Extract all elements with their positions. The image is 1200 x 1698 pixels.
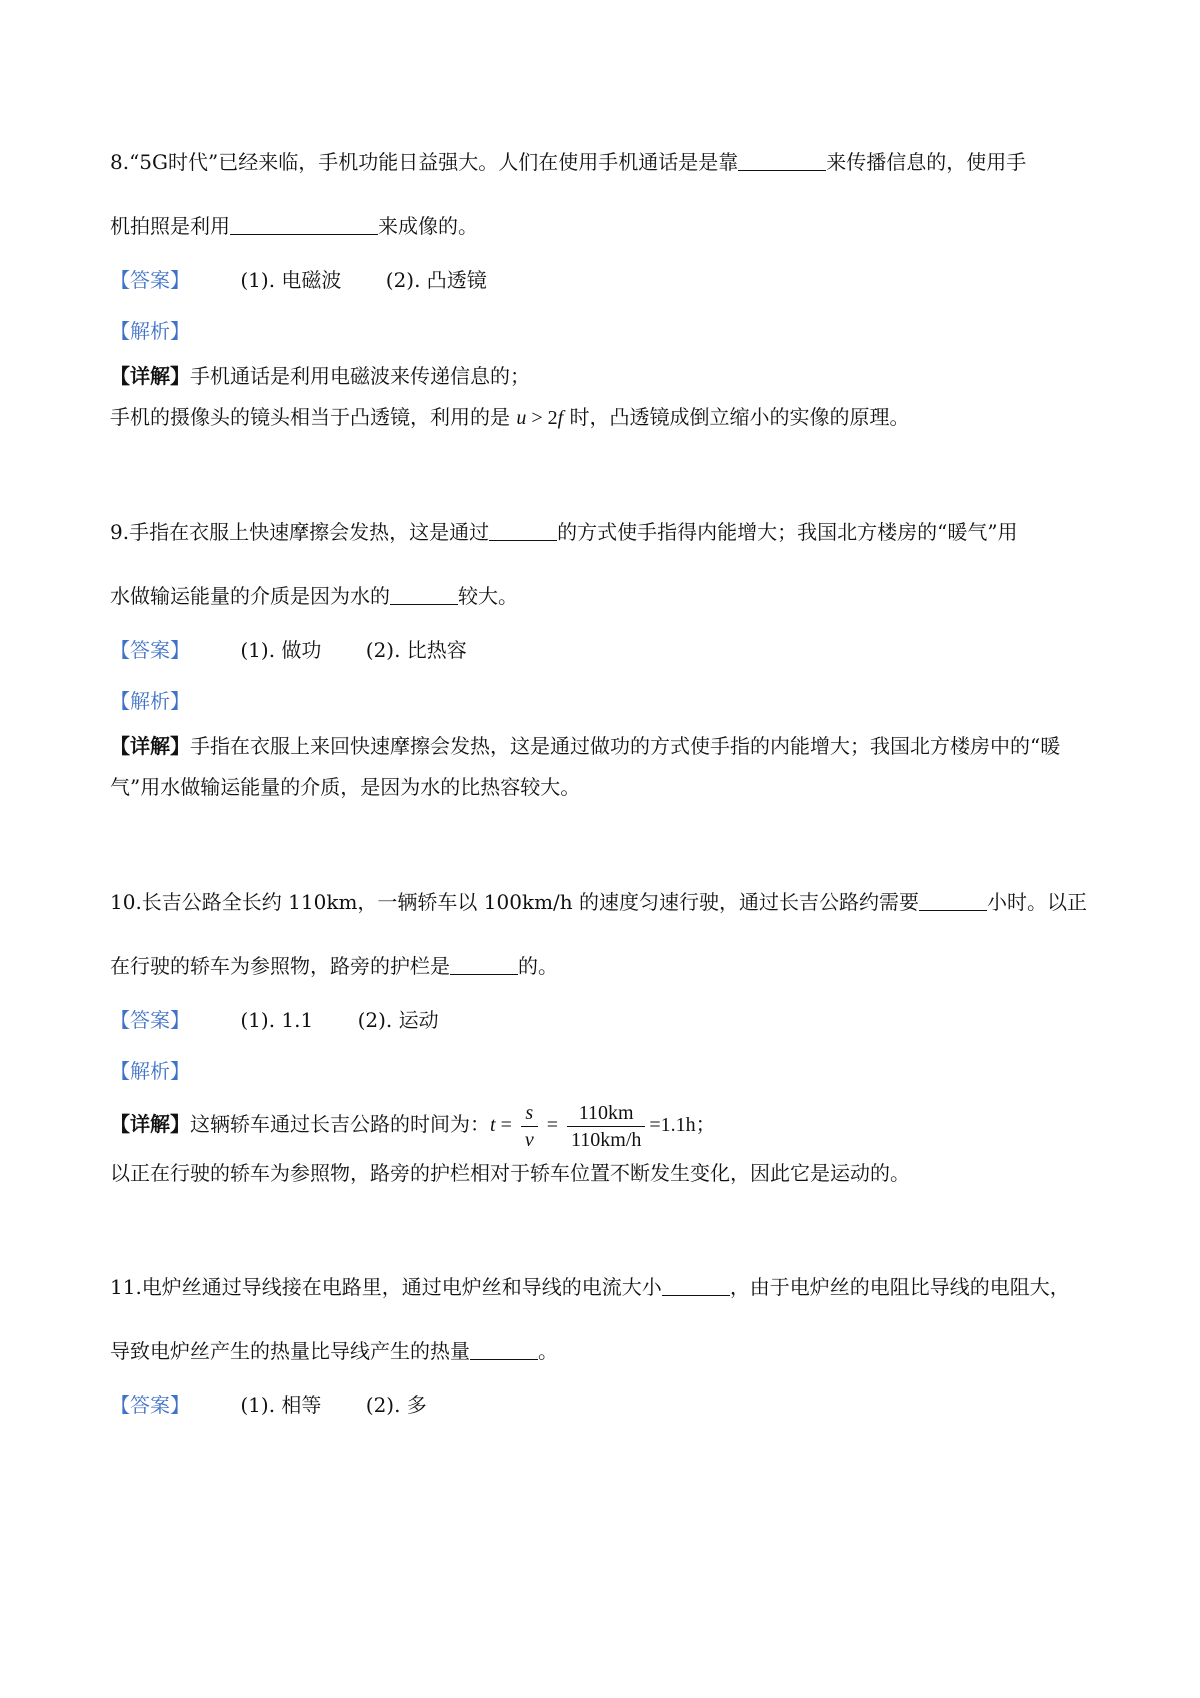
answer-blank-2: [470, 1341, 538, 1360]
answer-blank-1: [919, 892, 987, 911]
detail-text: 气”用水做输运能量的介质，是因为水的比热容较大。: [110, 775, 581, 799]
analysis-row-10: [110, 1056, 190, 1086]
detail-tag: 【详解】: [110, 364, 190, 388]
answer-2: [366, 1390, 427, 1420]
answer-tag: 【答案】: [110, 1008, 190, 1032]
fraction-numerator: s: [521, 1100, 538, 1127]
question-10-line-1: [110, 870, 1100, 934]
answer-2: [358, 1005, 439, 1035]
question-text: 9.手指在衣服上快速摩擦会发热，这是通过: [110, 520, 490, 544]
question-text: 机拍照是利用: [110, 214, 230, 238]
answer-blank-2: [450, 956, 518, 975]
answer-2-text: (2). 运动: [357, 1008, 439, 1032]
question-text: 来成像的。: [378, 214, 478, 238]
answer-row-8: [110, 265, 487, 295]
detail-9: [110, 728, 1110, 805]
detail-tag: 【详解】: [110, 734, 190, 758]
fraction-denominator: v: [524, 1128, 534, 1151]
detail-10: [110, 1094, 1110, 1191]
answer-tag: 【答案】: [110, 268, 190, 292]
question-10-line-2: [110, 934, 1100, 998]
answer-2: [366, 635, 467, 665]
analysis-row-8: [110, 316, 190, 346]
answer-blank-2: [230, 216, 378, 235]
detail-10-line-2: [110, 1155, 1110, 1191]
question-8-line-2: [110, 194, 1100, 258]
math-equals: =: [495, 1114, 517, 1136]
math-result: =1.1h；: [649, 1114, 716, 1136]
math-f: f: [557, 407, 564, 429]
detail-8-line-2: [110, 399, 1110, 436]
answer-2: [386, 265, 487, 295]
fraction-denominator: 110km/h: [571, 1128, 642, 1151]
math-equals: =: [541, 1114, 564, 1136]
question-9-line-1: [110, 500, 1100, 564]
detail-8-line-1: [110, 358, 1110, 394]
answer-tag: 【答案】: [110, 1393, 190, 1417]
answer-1: [240, 635, 321, 665]
question-text: 在行驶的轿车为参照物，路旁的护栏是: [110, 954, 450, 978]
answer-row-10: [110, 1005, 439, 1035]
detail-9-line-2: [110, 769, 1110, 805]
question-9-line-2: [110, 564, 1100, 628]
question-text: 的。: [518, 954, 558, 978]
detail-8: [110, 358, 1110, 436]
answer-blank-1: [662, 1277, 730, 1296]
analysis-row-9: [110, 686, 190, 716]
answer-2-text: (2). 凸透镜: [385, 268, 487, 292]
fraction-numerator: 110km: [567, 1100, 645, 1127]
question-text: 水做输运能量的介质是因为水的: [110, 584, 390, 608]
answer-1: [240, 265, 341, 295]
question-text: 导致电炉丝产生的热量比导线产生的热量: [110, 1339, 470, 1363]
math-gt: > 2: [526, 407, 558, 429]
question-text: 8.“5G时代”已经来临，手机功能日益强大。人们在使用手机通话是是靠: [110, 150, 739, 174]
fraction-values: [567, 1100, 645, 1153]
answer-2-text: (2). 多: [365, 1393, 427, 1417]
question-text: 。: [538, 1339, 558, 1363]
answer-blank-1: [738, 152, 826, 171]
detail-tag: 【详解】: [110, 1112, 190, 1136]
math-u: u: [516, 407, 527, 429]
detail-text: 手机的摄像头的镜头相当于凸透镜，利用的是: [110, 405, 517, 429]
detail-text: 时，凸透镜成倒立缩小的实像的原理。: [563, 405, 910, 429]
question-text: 11.电炉丝通过导线接在电路里，通过电炉丝和导线的电流大小: [110, 1275, 662, 1299]
time-formula: [490, 1101, 716, 1151]
detail-text: 手指在衣服上来回快速摩擦会发热，这是通过做功的方式使手指的内能增大；我国北方楼房中的“暖: [190, 734, 1061, 758]
answer-1: [240, 1390, 321, 1420]
answer-1-text: (1). 电磁波: [240, 268, 342, 292]
math-t: t: [490, 1114, 496, 1136]
question-11: [110, 1255, 1100, 1383]
question-10: [110, 870, 1100, 998]
detail-10-line-1: [110, 1094, 1110, 1155]
question-11-line-1: [110, 1255, 1100, 1319]
analysis-tag: 【解析】: [110, 319, 190, 343]
analysis-tag: 【解析】: [110, 1059, 190, 1083]
detail-text: 手机通话是利用电磁波来传递信息的；: [190, 364, 530, 388]
fraction-s-over-v: [521, 1100, 538, 1153]
question-text: 较大。: [458, 584, 518, 608]
question-8-line-1: [110, 130, 1100, 194]
question-text: 的方式使手指得内能增大；我国北方楼房的“暖气”用: [557, 520, 1018, 544]
detail-text: 以正在行驶的轿车为参照物，路旁的护栏相对于轿车位置不断发生变化，因此它是运动的。: [110, 1161, 910, 1185]
answer-row-9: [110, 635, 467, 665]
answer-blank-2: [390, 586, 458, 605]
detail-text: 这辆轿车通过长吉公路的时间为：: [190, 1112, 490, 1136]
question-9: [110, 500, 1100, 628]
answer-1-text: (1). 1.1: [240, 1008, 314, 1032]
question-8: [110, 130, 1100, 258]
detail-9-line-1: [110, 728, 1110, 764]
answer-1-text: (1). 做功: [240, 638, 322, 662]
answer-2-text: (2). 比热容: [365, 638, 467, 662]
answer-1: [240, 1005, 313, 1035]
question-11-line-2: [110, 1319, 1100, 1383]
answer-tag: 【答案】: [110, 638, 190, 662]
question-text: 来传播信息的，使用手: [826, 150, 1027, 174]
answer-blank-1: [489, 522, 557, 541]
answer-row-11: [110, 1390, 427, 1420]
question-text: 10.长吉公路全长约 110km，一辆轿车以 100km/h 的速度匀速行驶，通过长吉公路约需要: [110, 890, 920, 914]
answer-1-text: (1). 相等: [240, 1393, 322, 1417]
analysis-tag: 【解析】: [110, 689, 190, 713]
question-text: 小时。以正: [987, 890, 1088, 914]
question-text: ，由于电炉丝的电阻比导线的电阻大，: [729, 1275, 1070, 1299]
